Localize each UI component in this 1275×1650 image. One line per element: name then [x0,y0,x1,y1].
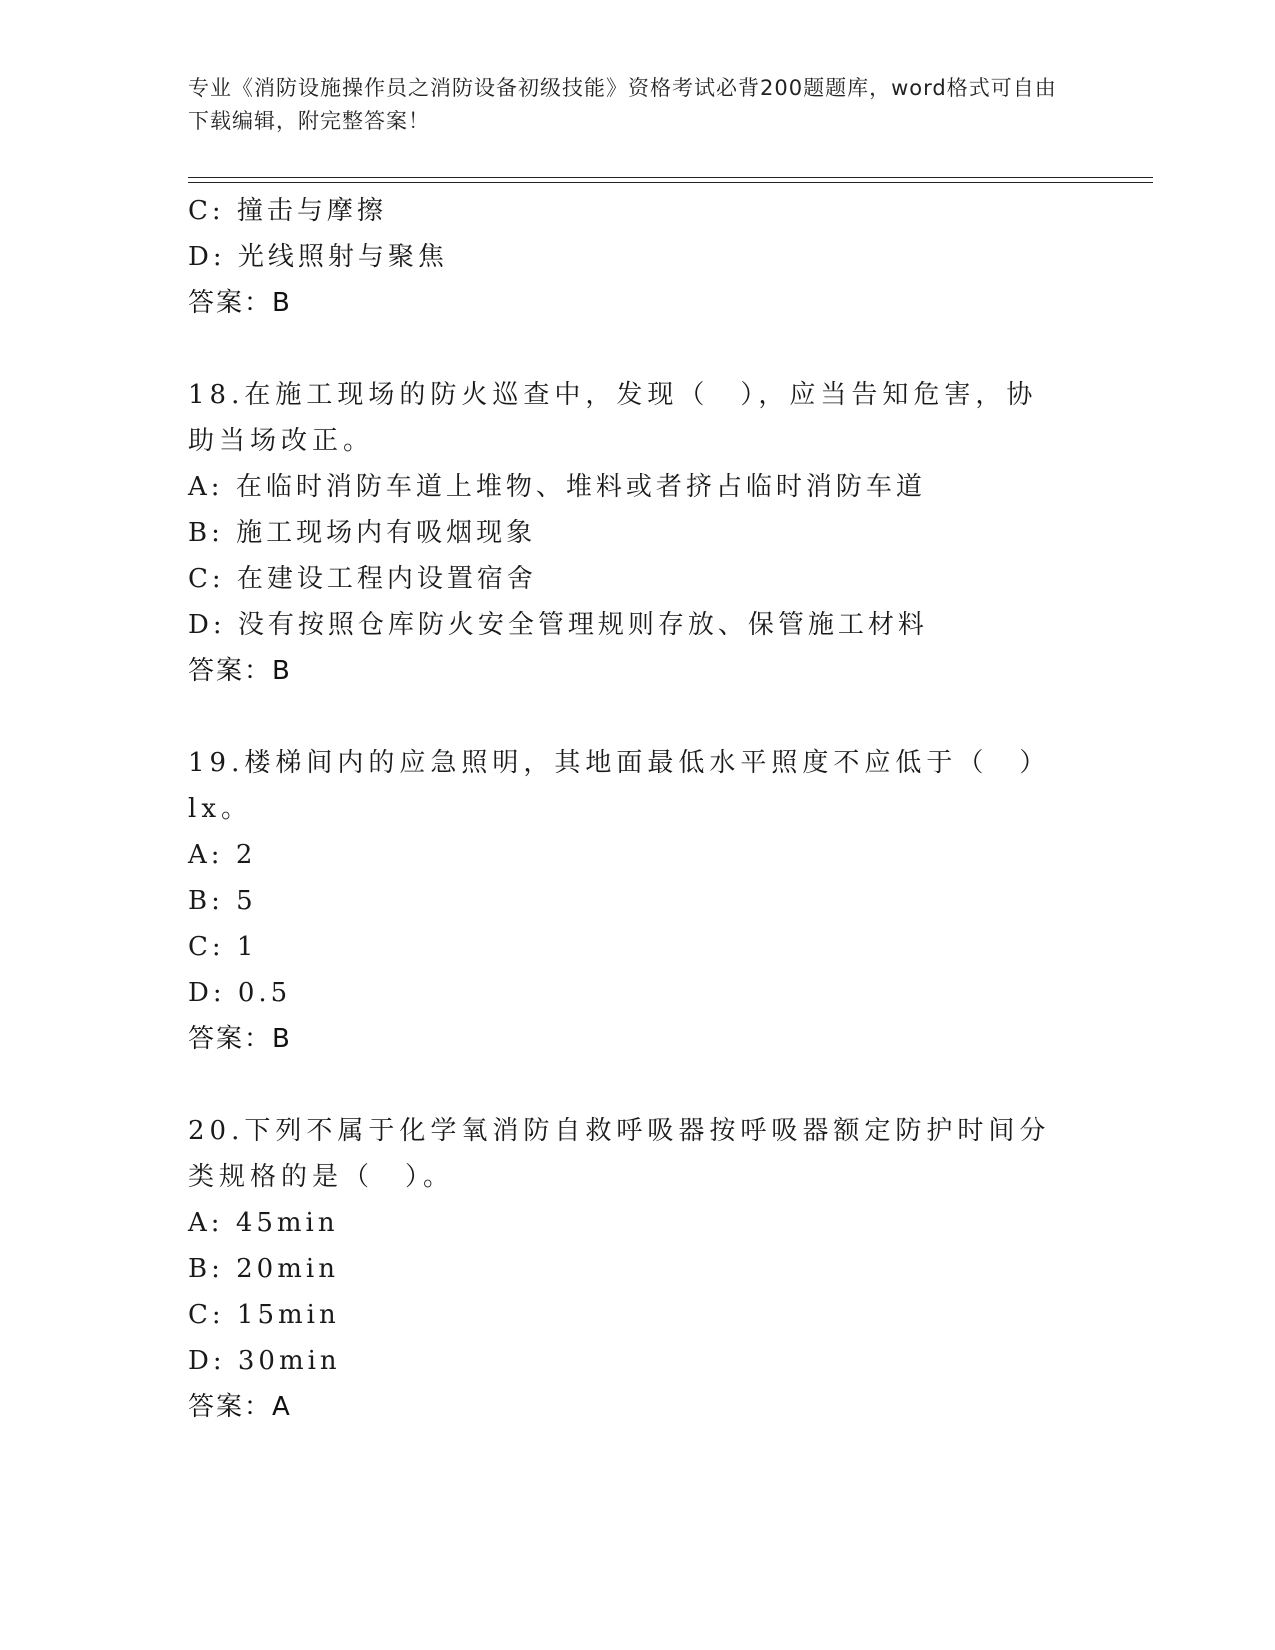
option-a: A: 45min [188,1208,339,1238]
option-b: B: 5 [188,886,257,916]
question-20 [188,1108,1088,1430]
document-header: 专业《消防设施操作员之消防设备初级技能》资格考试必背200题题库，word格式可自由下载编辑，附完整答案！ [188,76,1057,133]
question-stem: 20.下列不属于化学氧消防自救呼吸器按呼吸器额定防护时间分类规格的是（ ）。 [188,1116,1051,1192]
option-d: D: 0.5 [188,978,292,1008]
option-b: B: 施工现场内有吸烟现象 [188,518,537,548]
question-stem: 19.楼梯间内的应急照明，其地面最低水平照度不应低于（ ）lx。 [188,748,1051,824]
option-d: D: 光线照射与聚焦 [188,242,448,272]
question-19 [188,740,1088,1062]
option-a: A: 在临时消防车道上堆物、堆料或者挤占临时消防车道 [188,472,926,502]
question-18 [188,372,1088,694]
option-d: D: 没有按照仓库防火安全管理规则存放、保管施工材料 [188,610,928,640]
option-c: C: 撞击与摩擦 [188,196,387,226]
answer-line: 答案：B [188,288,292,318]
option-c: C: 1 [188,932,258,962]
question-list [188,188,1088,1430]
header-rule-bottom [188,182,1153,183]
option-c: C: 15min [188,1300,340,1330]
answer-line: 答案：A [188,1392,292,1422]
answer-line: 答案：B [188,656,292,686]
option-d: D: 30min [188,1346,341,1376]
option-b: B: 20min [188,1254,339,1284]
option-c: C: 在建设工程内设置宿舍 [188,564,537,594]
header-rule-top [188,177,1153,178]
answer-line: 答案：B [188,1024,292,1054]
question-stem: 18.在施工现场的防火巡查中，发现（ ），应当告知危害，协助当场改正。 [188,380,1038,456]
option-a: A: 2 [188,840,257,870]
partial-question [188,188,1088,326]
